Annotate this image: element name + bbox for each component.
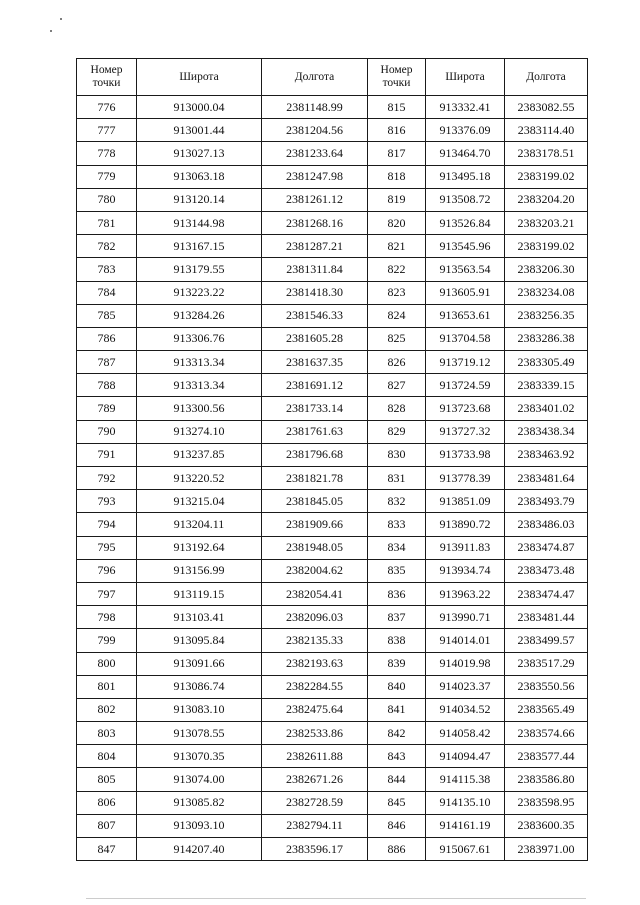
header-longitude: Долгота xyxy=(262,59,368,96)
longitude-cell: 2383598.95 xyxy=(505,791,588,814)
latitude-cell: 914019.98 xyxy=(426,652,505,675)
table-row xyxy=(77,443,588,466)
latitude-cell: 913526.84 xyxy=(426,211,505,234)
table-row xyxy=(77,351,588,374)
point-number-cell: 789 xyxy=(77,397,137,420)
table-row xyxy=(77,791,588,814)
latitude-cell: 914115.38 xyxy=(426,768,505,791)
point-number-cell: 805 xyxy=(77,768,137,791)
longitude-cell: 2383401.02 xyxy=(505,397,588,420)
longitude-cell: 2381845.05 xyxy=(262,490,368,513)
point-number-cell: 822 xyxy=(368,258,426,281)
table-row xyxy=(77,536,588,559)
point-number-cell: 815 xyxy=(368,96,426,119)
table-row xyxy=(77,559,588,582)
longitude-cell: 2383438.34 xyxy=(505,420,588,443)
longitude-cell: 2382475.64 xyxy=(262,698,368,721)
latitude-cell: 913144.98 xyxy=(137,211,262,234)
point-number-cell: 783 xyxy=(77,258,137,281)
table-row xyxy=(77,142,588,165)
point-number-cell: 776 xyxy=(77,96,137,119)
longitude-cell: 2383473.48 xyxy=(505,559,588,582)
point-number-cell: 786 xyxy=(77,327,137,350)
longitude-cell: 2383203.21 xyxy=(505,211,588,234)
latitude-cell: 913085.82 xyxy=(137,791,262,814)
point-number-cell: 816 xyxy=(368,119,426,142)
latitude-cell: 913563.54 xyxy=(426,258,505,281)
table-row xyxy=(77,652,588,675)
point-number-cell: 823 xyxy=(368,281,426,304)
latitude-cell: 913237.85 xyxy=(137,443,262,466)
latitude-cell: 914135.10 xyxy=(426,791,505,814)
point-number-cell: 797 xyxy=(77,582,137,605)
longitude-cell: 2381148.99 xyxy=(262,96,368,119)
point-number-cell: 818 xyxy=(368,165,426,188)
point-number-cell: 830 xyxy=(368,443,426,466)
point-number-cell: 801 xyxy=(77,675,137,698)
longitude-cell: 2383199.02 xyxy=(505,165,588,188)
longitude-cell: 2383199.02 xyxy=(505,235,588,258)
latitude-cell: 913313.34 xyxy=(137,351,262,374)
point-number-cell: 795 xyxy=(77,536,137,559)
latitude-cell: 913215.04 xyxy=(137,490,262,513)
point-number-cell: 817 xyxy=(368,142,426,165)
table-row xyxy=(77,304,588,327)
longitude-cell: 2382533.86 xyxy=(262,722,368,745)
longitude-cell: 2381546.33 xyxy=(262,304,368,327)
table-row xyxy=(77,722,588,745)
latitude-cell: 914094.47 xyxy=(426,745,505,768)
longitude-cell: 2383474.47 xyxy=(505,582,588,605)
latitude-cell: 913074.00 xyxy=(137,768,262,791)
longitude-cell: 2381733.14 xyxy=(262,397,368,420)
page-edge-line xyxy=(86,898,586,899)
longitude-cell: 2383577.44 xyxy=(505,745,588,768)
latitude-cell: 913890.72 xyxy=(426,513,505,536)
longitude-cell: 2383596.17 xyxy=(262,838,368,861)
table-row xyxy=(77,235,588,258)
latitude-cell: 913274.10 xyxy=(137,420,262,443)
point-number-cell: 839 xyxy=(368,652,426,675)
point-number-cell: 777 xyxy=(77,119,137,142)
longitude-cell: 2383481.64 xyxy=(505,467,588,490)
latitude-cell: 913120.14 xyxy=(137,188,262,211)
latitude-cell: 913103.41 xyxy=(137,606,262,629)
latitude-cell: 913091.66 xyxy=(137,652,262,675)
latitude-cell: 913723.68 xyxy=(426,397,505,420)
header-latitude: Широта xyxy=(426,59,505,96)
point-number-cell: 833 xyxy=(368,513,426,536)
header-point-number: Номер точки xyxy=(77,59,137,96)
latitude-cell: 913300.56 xyxy=(137,397,262,420)
point-number-cell: 788 xyxy=(77,374,137,397)
latitude-cell: 914034.52 xyxy=(426,698,505,721)
longitude-cell: 2382794.11 xyxy=(262,814,368,837)
point-number-cell: 793 xyxy=(77,490,137,513)
longitude-cell: 2383206.30 xyxy=(505,258,588,281)
longitude-cell: 2383550.56 xyxy=(505,675,588,698)
point-number-cell: 780 xyxy=(77,188,137,211)
latitude-cell: 913223.22 xyxy=(137,281,262,304)
latitude-cell: 913508.72 xyxy=(426,188,505,211)
point-number-cell: 819 xyxy=(368,188,426,211)
point-number-cell: 829 xyxy=(368,420,426,443)
latitude-cell: 914023.37 xyxy=(426,675,505,698)
longitude-cell: 2383305.49 xyxy=(505,351,588,374)
longitude-cell: 2381418.30 xyxy=(262,281,368,304)
latitude-cell: 914014.01 xyxy=(426,629,505,652)
point-number-cell: 804 xyxy=(77,745,137,768)
scan-speck xyxy=(50,30,52,32)
point-number-cell: 803 xyxy=(77,722,137,745)
longitude-cell: 2381247.98 xyxy=(262,165,368,188)
longitude-cell: 2383286.38 xyxy=(505,327,588,350)
longitude-cell: 2382135.33 xyxy=(262,629,368,652)
point-number-cell: 807 xyxy=(77,814,137,837)
longitude-cell: 2381821.78 xyxy=(262,467,368,490)
longitude-cell: 2382284.55 xyxy=(262,675,368,698)
longitude-cell: 2382671.26 xyxy=(262,768,368,791)
longitude-cell: 2382096.03 xyxy=(262,606,368,629)
point-number-cell: 831 xyxy=(368,467,426,490)
point-number-cell: 782 xyxy=(77,235,137,258)
latitude-cell: 913733.98 xyxy=(426,443,505,466)
latitude-cell: 913724.59 xyxy=(426,374,505,397)
latitude-cell: 913284.26 xyxy=(137,304,262,327)
table-row xyxy=(77,119,588,142)
latitude-cell: 913093.10 xyxy=(137,814,262,837)
table-body xyxy=(77,96,588,861)
latitude-cell: 913464.70 xyxy=(426,142,505,165)
point-number-cell: 798 xyxy=(77,606,137,629)
latitude-cell: 913605.91 xyxy=(426,281,505,304)
point-number-cell: 785 xyxy=(77,304,137,327)
point-number-cell: 844 xyxy=(368,768,426,791)
table-row xyxy=(77,838,588,861)
latitude-cell: 913306.76 xyxy=(137,327,262,350)
longitude-cell: 2383574.66 xyxy=(505,722,588,745)
point-number-cell: 806 xyxy=(77,791,137,814)
point-number-cell: 836 xyxy=(368,582,426,605)
header-latitude: Широта xyxy=(137,59,262,96)
latitude-cell: 913086.74 xyxy=(137,675,262,698)
longitude-cell: 2383463.92 xyxy=(505,443,588,466)
header-point-number: Номер точки xyxy=(368,59,426,96)
point-number-cell: 847 xyxy=(77,838,137,861)
table-row xyxy=(77,490,588,513)
point-number-cell: 824 xyxy=(368,304,426,327)
latitude-cell: 913063.18 xyxy=(137,165,262,188)
table-row xyxy=(77,397,588,420)
longitude-cell: 2381948.05 xyxy=(262,536,368,559)
longitude-cell: 2382611.88 xyxy=(262,745,368,768)
point-number-cell: 841 xyxy=(368,698,426,721)
longitude-cell: 2383256.35 xyxy=(505,304,588,327)
point-number-cell: 799 xyxy=(77,629,137,652)
table-row xyxy=(77,606,588,629)
longitude-cell: 2382193.63 xyxy=(262,652,368,675)
latitude-cell: 914207.40 xyxy=(137,838,262,861)
table-row xyxy=(77,96,588,119)
latitude-cell: 913653.61 xyxy=(426,304,505,327)
point-number-cell: 792 xyxy=(77,467,137,490)
point-number-cell: 845 xyxy=(368,791,426,814)
point-number-cell: 784 xyxy=(77,281,137,304)
table-row xyxy=(77,165,588,188)
longitude-cell: 2381605.28 xyxy=(262,327,368,350)
point-number-cell: 886 xyxy=(368,838,426,861)
latitude-cell: 913545.96 xyxy=(426,235,505,258)
latitude-cell: 915067.61 xyxy=(426,838,505,861)
latitude-cell: 913495.18 xyxy=(426,165,505,188)
longitude-cell: 2383178.51 xyxy=(505,142,588,165)
point-number-cell: 834 xyxy=(368,536,426,559)
point-number-cell: 835 xyxy=(368,559,426,582)
longitude-cell: 2381287.21 xyxy=(262,235,368,258)
point-number-cell: 843 xyxy=(368,745,426,768)
table-row xyxy=(77,327,588,350)
longitude-cell: 2382728.59 xyxy=(262,791,368,814)
latitude-cell: 913095.84 xyxy=(137,629,262,652)
latitude-cell: 913934.74 xyxy=(426,559,505,582)
point-number-cell: 802 xyxy=(77,698,137,721)
longitude-cell: 2381204.56 xyxy=(262,119,368,142)
latitude-cell: 913990.71 xyxy=(426,606,505,629)
point-number-cell: 828 xyxy=(368,397,426,420)
point-number-cell: 826 xyxy=(368,351,426,374)
longitude-cell: 2383600.35 xyxy=(505,814,588,837)
latitude-cell: 913851.09 xyxy=(426,490,505,513)
latitude-cell: 913156.99 xyxy=(137,559,262,582)
latitude-cell: 913376.09 xyxy=(426,119,505,142)
latitude-cell: 913313.34 xyxy=(137,374,262,397)
longitude-cell: 2383481.44 xyxy=(505,606,588,629)
table-row xyxy=(77,374,588,397)
latitude-cell: 913001.44 xyxy=(137,119,262,142)
table-row xyxy=(77,582,588,605)
latitude-cell: 913078.55 xyxy=(137,722,262,745)
point-number-cell: 791 xyxy=(77,443,137,466)
latitude-cell: 913778.39 xyxy=(426,467,505,490)
longitude-cell: 2382004.62 xyxy=(262,559,368,582)
latitude-cell: 913704.58 xyxy=(426,327,505,350)
coordinates-table xyxy=(76,58,588,861)
latitude-cell: 914161.19 xyxy=(426,814,505,837)
latitude-cell: 913727.32 xyxy=(426,420,505,443)
longitude-cell: 2382054.41 xyxy=(262,582,368,605)
latitude-cell: 913963.22 xyxy=(426,582,505,605)
table-row xyxy=(77,675,588,698)
table-row xyxy=(77,211,588,234)
point-number-cell: 794 xyxy=(77,513,137,536)
table-row xyxy=(77,420,588,443)
scan-speck xyxy=(60,18,62,20)
longitude-cell: 2383204.20 xyxy=(505,188,588,211)
longitude-cell: 2381233.64 xyxy=(262,142,368,165)
longitude-cell: 2381796.68 xyxy=(262,443,368,466)
table-row xyxy=(77,768,588,791)
latitude-cell: 913332.41 xyxy=(426,96,505,119)
longitude-cell: 2383486.03 xyxy=(505,513,588,536)
longitude-cell: 2381261.12 xyxy=(262,188,368,211)
latitude-cell: 913119.15 xyxy=(137,582,262,605)
point-number-cell: 790 xyxy=(77,420,137,443)
longitude-cell: 2383339.15 xyxy=(505,374,588,397)
latitude-cell: 913911.83 xyxy=(426,536,505,559)
longitude-cell: 2383493.79 xyxy=(505,490,588,513)
longitude-cell: 2381637.35 xyxy=(262,351,368,374)
table-row xyxy=(77,281,588,304)
point-number-cell: 838 xyxy=(368,629,426,652)
point-number-cell: 825 xyxy=(368,327,426,350)
longitude-cell: 2383517.29 xyxy=(505,652,588,675)
latitude-cell: 914058.42 xyxy=(426,722,505,745)
latitude-cell: 913070.35 xyxy=(137,745,262,768)
point-number-cell: 846 xyxy=(368,814,426,837)
point-number-cell: 840 xyxy=(368,675,426,698)
longitude-cell: 2383114.40 xyxy=(505,119,588,142)
point-number-cell: 820 xyxy=(368,211,426,234)
header-row xyxy=(77,59,588,96)
longitude-cell: 2383499.57 xyxy=(505,629,588,652)
longitude-cell: 2383474.87 xyxy=(505,536,588,559)
longitude-cell: 2381691.12 xyxy=(262,374,368,397)
longitude-cell: 2381909.66 xyxy=(262,513,368,536)
longitude-cell: 2381268.16 xyxy=(262,211,368,234)
point-number-cell: 827 xyxy=(368,374,426,397)
longitude-cell: 2381311.84 xyxy=(262,258,368,281)
point-number-cell: 821 xyxy=(368,235,426,258)
header-longitude: Долгота xyxy=(505,59,588,96)
longitude-cell: 2383565.49 xyxy=(505,698,588,721)
latitude-cell: 913192.64 xyxy=(137,536,262,559)
point-number-cell: 781 xyxy=(77,211,137,234)
table-row xyxy=(77,698,588,721)
latitude-cell: 913204.11 xyxy=(137,513,262,536)
longitude-cell: 2383971.00 xyxy=(505,838,588,861)
point-number-cell: 800 xyxy=(77,652,137,675)
table-row xyxy=(77,814,588,837)
point-number-cell: 837 xyxy=(368,606,426,629)
longitude-cell: 2383082.55 xyxy=(505,96,588,119)
point-number-cell: 796 xyxy=(77,559,137,582)
point-number-cell: 787 xyxy=(77,351,137,374)
latitude-cell: 913027.13 xyxy=(137,142,262,165)
latitude-cell: 913083.10 xyxy=(137,698,262,721)
table-row xyxy=(77,188,588,211)
latitude-cell: 913220.52 xyxy=(137,467,262,490)
table-row xyxy=(77,258,588,281)
latitude-cell: 913719.12 xyxy=(426,351,505,374)
table-row xyxy=(77,629,588,652)
point-number-cell: 778 xyxy=(77,142,137,165)
longitude-cell: 2383234.08 xyxy=(505,281,588,304)
table-row xyxy=(77,513,588,536)
latitude-cell: 913000.04 xyxy=(137,96,262,119)
table-row xyxy=(77,745,588,768)
table-row xyxy=(77,467,588,490)
longitude-cell: 2383586.80 xyxy=(505,768,588,791)
point-number-cell: 832 xyxy=(368,490,426,513)
table-header xyxy=(77,59,588,96)
longitude-cell: 2381761.63 xyxy=(262,420,368,443)
point-number-cell: 779 xyxy=(77,165,137,188)
latitude-cell: 913179.55 xyxy=(137,258,262,281)
latitude-cell: 913167.15 xyxy=(137,235,262,258)
point-number-cell: 842 xyxy=(368,722,426,745)
